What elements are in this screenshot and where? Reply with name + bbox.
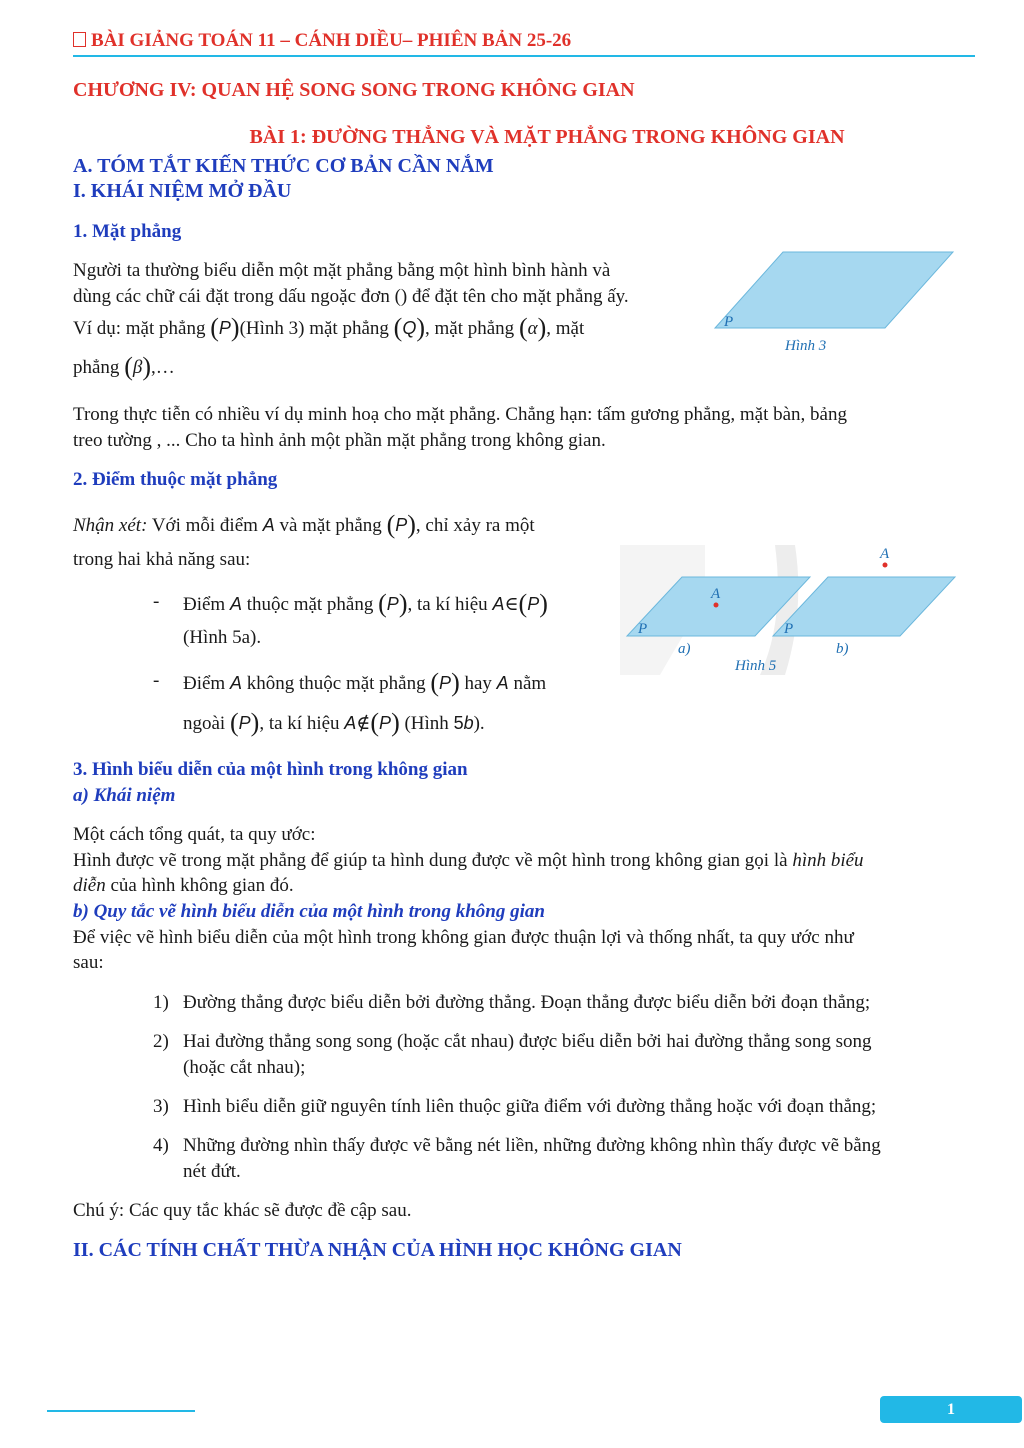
s1-example-line2: phẳng (β),… (73, 352, 175, 381)
s2-bullet2-line1: Điểm A không thuộc mặt phẳng (P) hay A nằm (183, 668, 547, 697)
figure-3 (700, 245, 970, 360)
rule-2-line1: Hai đường thẳng song song (hoặc cắt nhau) được biểu diễn bởi hai đường thẳng song song (183, 1031, 872, 1052)
math-plane-P: P (218, 318, 231, 338)
fig5b-point-A (883, 563, 888, 568)
section-i-heading: I. KHÁI NIỆM MỞ ĐẦU (73, 180, 292, 202)
figure-5 (620, 540, 965, 680)
rule-2-line2: (hoặc cắt nhau); (183, 1057, 306, 1078)
doc-icon (73, 32, 86, 47)
footer-divider (47, 1410, 195, 1412)
s1-heading: 1. Mặt phẳng (73, 221, 182, 242)
rule-4-line1: Những đường nhìn thấy được vẽ bằng nét liền, những đường không nhìn thấy được vẽ bằng (183, 1135, 881, 1156)
s3-note: Chú ý: Các quy tắc khác sẽ được đề cập sau. (73, 1200, 412, 1221)
s3-para3-line2: sau: (73, 952, 104, 973)
document-header (73, 30, 571, 52)
rule-number: 1) (153, 992, 169, 1013)
s3-sub-b: b) Quy tắc vẽ hình biểu diễn của một hình trong không gian (73, 901, 545, 922)
s1-example-line: Ví dụ: mặt phẳng (P)(Hình 3) mặt phẳng (Q), mặt phẳng (α), mặt (73, 313, 585, 342)
header-divider (73, 55, 975, 57)
rule-1-line1: Đường thẳng được biểu diễn bởi đường thẳng. Đoạn thẳng được biểu diễn bởi đoạn thẳng; (183, 992, 871, 1013)
chapter-title: CHƯƠNG IV: QUAN HỆ SONG SONG TRONG KHÔNG GIAN (73, 79, 635, 101)
math-plane-Q: Q (402, 318, 417, 338)
svg-text:A: A (711, 586, 721, 602)
bullet-dash: - (153, 670, 160, 691)
math-plane-alpha: α (527, 318, 538, 339)
svg-text:a): a) (678, 641, 691, 657)
element-of-symbol: ∈ (504, 594, 519, 615)
s1-para2-line2: treo tường , ... Cho ta hình ảnh một phần mặt phẳng trong không gian. (73, 430, 606, 451)
s1-para1-line1: Người ta thường biểu diễn một mặt phẳng bằng một hình bình hành và (73, 260, 611, 281)
s2-bullet2-line2: ngoài (P), ta kí hiệu A∉(P) (Hình 5b). (183, 708, 485, 737)
fig3-caption: Hình 3 (785, 338, 827, 354)
s3-para3-line1: Để việc vẽ hình biểu diễn của một hình trong không gian được thuận lợi và thống nhất, ta quy ước như (73, 927, 854, 948)
svg-text:b): b) (836, 641, 849, 657)
bullet-dash: - (153, 591, 160, 612)
rule-4-line2: nét đứt. (183, 1161, 241, 1182)
s1-para1-line2: dùng các chữ cái đặt trong dấu ngoặc đơn () để đặt tên cho mặt phẳng ấy. (73, 286, 629, 307)
plane-parallelogram (715, 252, 953, 328)
s3-para2-line1: Hình được vẽ trong mặt phẳng để giúp ta hình dung được về một hình trong không gian gọi là hình biểu (73, 850, 864, 871)
s2-bullet1-line2: (Hình 5a). (183, 627, 262, 648)
s1-para2-line1: Trong thực tiễn có nhiều ví dụ minh hoạ cho mặt phẳng. Chẳng hạn: tấm gương phẳng, mặt bàn, bảng (73, 404, 847, 425)
s3-para1: Một cách tổng quát, ta quy ước: (73, 824, 316, 845)
fig5a-point-A (714, 603, 719, 608)
page-number-badge: 1 (880, 1396, 1022, 1423)
math-plane-beta: β (132, 357, 143, 378)
section-a-heading: A. TÓM TẮT KIẾN THỨC CƠ BẢN CẦN NẮM (73, 155, 494, 177)
svg-text:P: P (638, 621, 648, 637)
s2-remark-line2: trong hai khả năng sau: (73, 549, 251, 570)
header-title: BÀI GIẢNG TOÁN 11 – CÁNH DIỀU– PHIÊN BẢN 25-26 (91, 30, 572, 51)
lesson-title: BÀI 1: ĐƯỜNG THẲNG VÀ MẶT PHẲNG TRONG KHÔNG GIAN (249, 126, 845, 148)
svg-text:P: P (784, 621, 794, 637)
s3-para2-line2: diễn của hình không gian đó. (73, 875, 294, 896)
rule-number: 4) (153, 1135, 169, 1156)
svg-text:A: A (880, 546, 890, 562)
fig5-caption: Hình 5 (735, 658, 777, 674)
s2-heading: 2. Điểm thuộc mặt phẳng (73, 469, 278, 490)
rule-number: 3) (153, 1096, 169, 1117)
rule-number: 2) (153, 1031, 169, 1052)
s2-remark-line1: Nhận xét: Với mỗi điểm A và mặt phẳng (P), chỉ xảy ra một (73, 510, 535, 539)
s2-bullet1-line1: Điểm A thuộc mặt phẳng (P), ta kí hiệu A∈(P) (183, 589, 548, 618)
not-element-of-symbol: ∉ (356, 713, 371, 734)
s3-heading: 3. Hình biểu diễn của một hình trong không gian (73, 759, 468, 780)
s3-sub-a: a) Khái niệm (73, 785, 176, 806)
section-ii-heading: II. CÁC TÍNH CHẤT THỪA NHẬN CỦA HÌNH HỌC KHÔNG GIAN (73, 1239, 682, 1261)
rule-3-line1: Hình biểu diễn giữ nguyên tính liên thuộc giữa điểm với đường thẳng hoặc với đoạn thẳng; (183, 1096, 877, 1117)
fig3-plane-label: P (724, 314, 734, 330)
